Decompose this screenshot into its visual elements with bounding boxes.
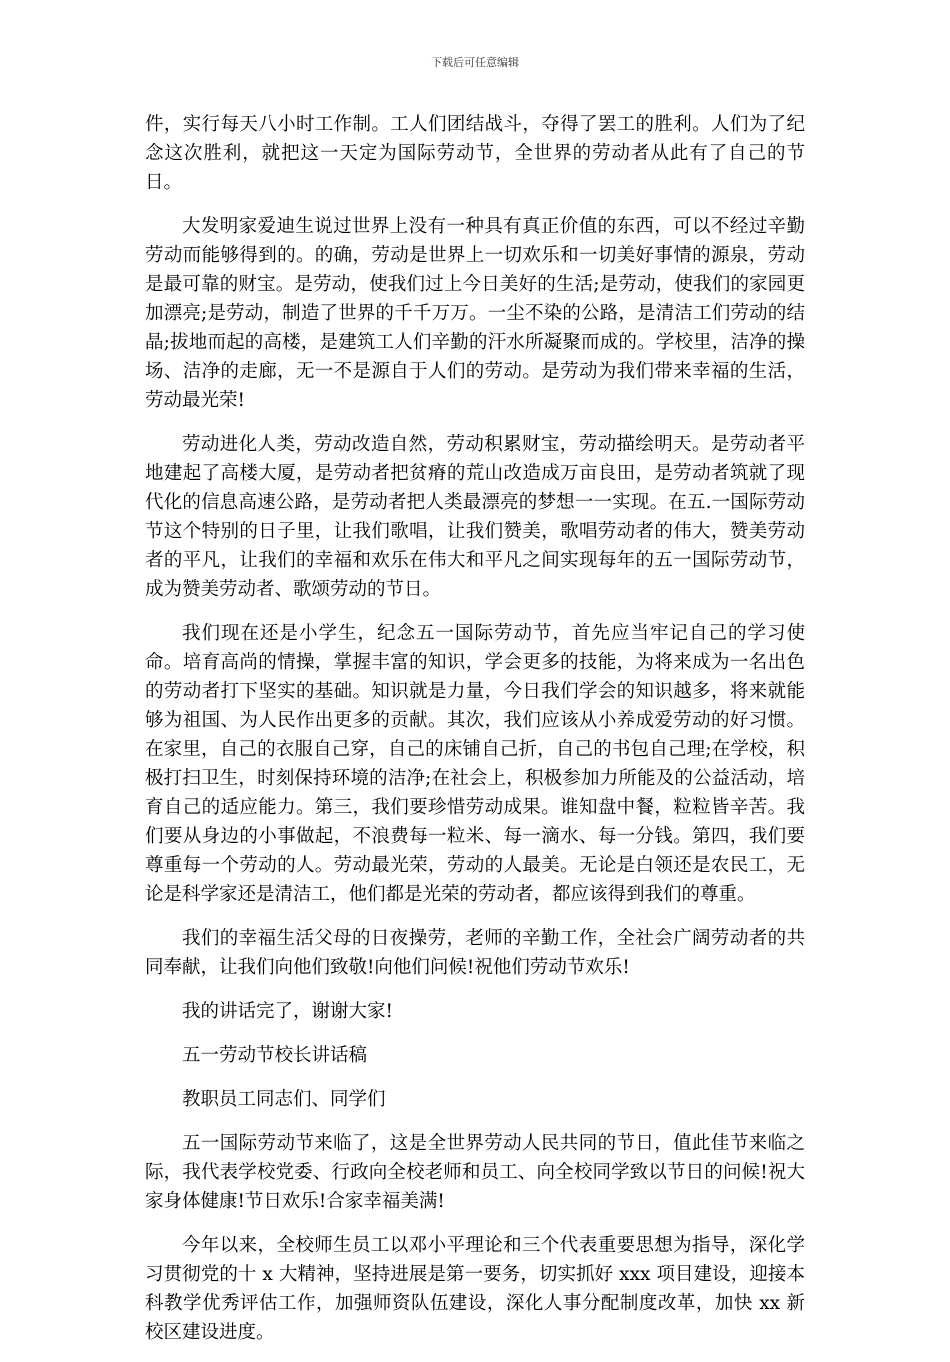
paragraph-1: 件，实行每天八小时工作制。工人们团结战斗，夺得了罢工的胜利。人们为了纪念这次胜利，就把这一天定为国际劳动节，全世界的劳动者从此有了自己的节日。 <box>145 114 805 193</box>
paragraph-10: 今年以来，全校师生员工以邓小平理论和三个代表重要思想为指导，深化学习贯彻党的十 x 大精神，坚持进展是第一要务，切实抓好 xxx 项目建设，迎接本科教学优秀评估工作，加强师资队伍建设，深化人事分配制度改革，加快 xx 新校区建设进度。 <box>145 1235 805 1343</box>
paragraph-2: 大发明家爱迪生说过世界上没有一种具有真正价值的东西，可以不经过辛勤劳动而能够得到的。的确，劳动是世界上一切欢乐和一切美好事情的源泉，劳动是最可靠的财宝。是劳动，使我们过上今日美好的生活;是劳动，使我们的家园更加漂亮;是劳动，制造了世界的千千万万。一尘不染的公路，是清洁工们劳动的结晶;拔地而起的高楼，是建筑工人们辛勤的汗水所凝聚而成的。学校里，洁净的操场、洁净的走廊，无一不是源自于人们的劳动。是劳动为我们带来幸福的生活，劳动最光荣! <box>145 216 805 411</box>
paragraph-9: 五一国际劳动节来临了，这是全世界劳动人民共同的节日，值此佳节来临之际，我代表学校党委、行政向全校老师和员工、向全校同学致以节日的问候!祝大家身体健康!节日欢乐!合家幸福美满! <box>145 1133 805 1212</box>
salutation: 教职员工同志们、同学们 <box>182 1089 386 1110</box>
section-title: 五一劳动节校长讲话稿 <box>182 1045 368 1066</box>
page-header-note: 下载后可任意编辑 <box>431 56 519 69</box>
paragraph-4: 我们现在还是小学生，纪念五一国际劳动节，首先应当牢记自己的学习使命。培育高尚的情操，掌握丰富的知识，学会更多的技能，为将来成为一名出色的劳动者打下坚实的基础。知识就是力量，今日我们学会的知识越多，将来就能够为祖国、为人民作出更多的贡献。其次，我们应该从小养成爱劳动的好习惯。在家里，自己的衣服自己穿，自己的床铺自己折，自己的书包自己理;在学校，积极打扫卫生，时刻保持环境的洁净;在社会上，积极参加力所能及的公益活动，培育自己的适应能力。第三，我们要珍惜劳动成果。谁知盘中餐，粒粒皆辛苦。我们要从身边的小事做起，不浪费每一粒米、每一滴水、每一分钱。第四，我们要尊重每一个劳动的人。劳动最光荣，劳动的人最美。无论是白领还是农民工，无论是科学家还是清洁工，他们都是光荣的劳动者，都应该得到我们的尊重。 <box>145 623 805 905</box>
paragraph-5: 我们的幸福生活父母的日夜操劳，老师的辛勤工作，全社会广阔劳动者的共同奉献，让我们向他们致敬!向他们问候!祝他们劳动节欢乐! <box>145 928 805 978</box>
paragraph-3: 劳动进化人类，劳动改造自然，劳动积累财宝，劳动描绘明天。是劳动者平地建起了高楼大厦，是劳动者把贫瘠的荒山改造成万亩良田，是劳动者筑就了现代化的信息高速公路，是劳动者把人类最漂亮的梦想一一实现。在五.一国际劳动节这个特别的日子里，让我们歌唱，让我们赞美，歌唱劳动者的伟大，赞美劳动者的平凡，让我们的幸福和欢乐在伟大和平凡之间实现每年的五一国际劳动节，成为赞美劳动者、歌颂劳动的节日。 <box>145 434 805 600</box>
document-body <box>145 110 805 1362</box>
paragraph-closing: 我的讲话完了，谢谢大家! <box>182 1001 393 1022</box>
